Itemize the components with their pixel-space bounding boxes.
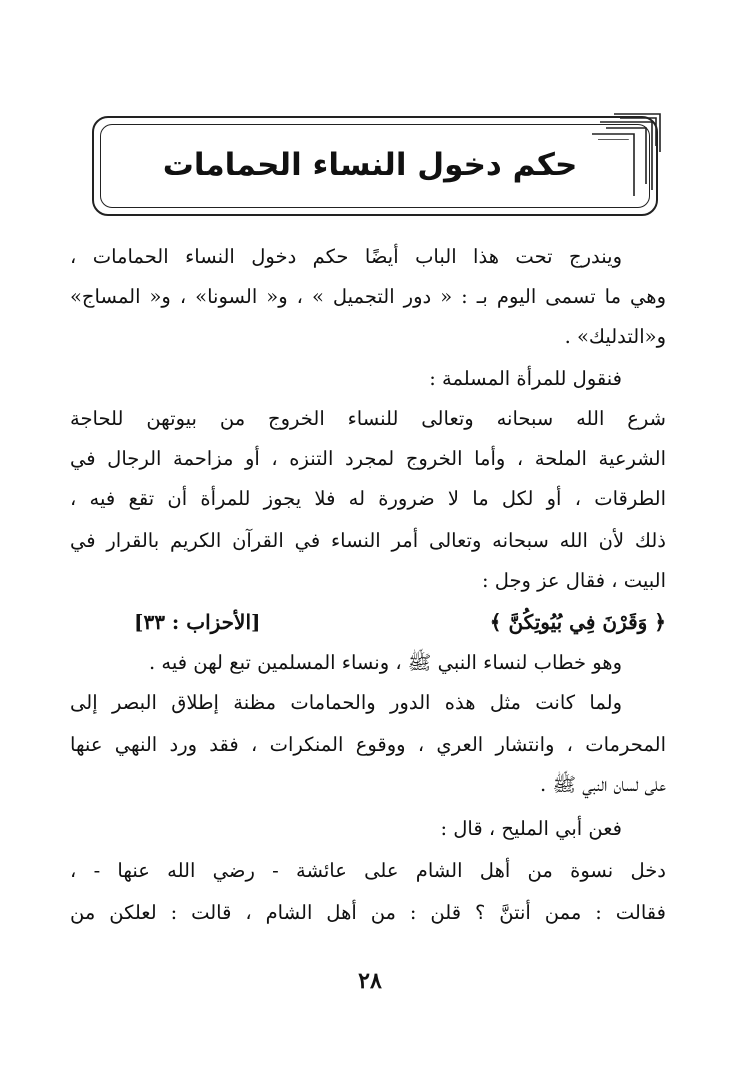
text-line: وهي ما تسمى اليوم بـ : « دور التجميل » ، و« السونا» ، و« المساج» xyxy=(70,285,666,308)
page-title: حكم دخول النساء الحمامات xyxy=(110,140,630,190)
quran-verse xyxy=(70,606,666,638)
text-line: الشرعية الملحة ، وأما الخروج لمجرد التنزه ، أو مزاحمة الرجال في xyxy=(70,447,666,470)
text-line: على لسان النبي ﷺ . xyxy=(540,773,666,796)
text-line: و«التدليك» . xyxy=(564,325,666,348)
text-line: الطرقات ، أو لكل ما لا ضرورة له فلا يجوز للمرأة أن تقع فيه ، xyxy=(70,487,666,510)
text-line: ذلك لأن الله سبحانه وتعالى أمر النساء في القرآن الكريم بالقرار في xyxy=(70,529,666,552)
text-line: دخل نسوة من أهل الشام على عائشة - رضي الله عنها - ، xyxy=(70,859,666,882)
text-line: ويندرج تحت هذا الباب أيضًا حكم دخول النساء الحمامات ، xyxy=(70,245,622,268)
verse-reference: [الأحزاب : ٣٣] xyxy=(134,610,261,634)
text-line: فنقول للمرأة المسلمة : xyxy=(429,367,622,390)
page-number: ٢٨ xyxy=(358,968,382,994)
text-line: شرع الله سبحانه وتعالى للنساء الخروج من بيوتهن للحاجة xyxy=(70,407,666,430)
text-line: وهو خطاب لنساء النبي ﷺ ، ونساء المسلمين تبع لهن فيه . xyxy=(148,651,622,674)
verse-text: ﴿ وَقَرْنَ فِي بُيُوتِكُنَّ ﴾ xyxy=(489,610,666,634)
text-line: المحرمات ، وانتشار العري ، ووقوع المنكرات ، فقد ورد النهي عنها xyxy=(70,733,666,756)
text-line: ولما كانت مثل هذه الدور والحمامات مظنة إطلاق البصر إلى xyxy=(70,691,622,714)
text-line: فقالت : ممن أنتنَّ ؟ قلن : من أهل الشام ، قالت : لعلكن من xyxy=(70,901,666,924)
text-line: فعن أبي المليح ، قال : xyxy=(440,817,622,840)
text-line: البيت ، فقال عز وجل : xyxy=(481,569,666,592)
